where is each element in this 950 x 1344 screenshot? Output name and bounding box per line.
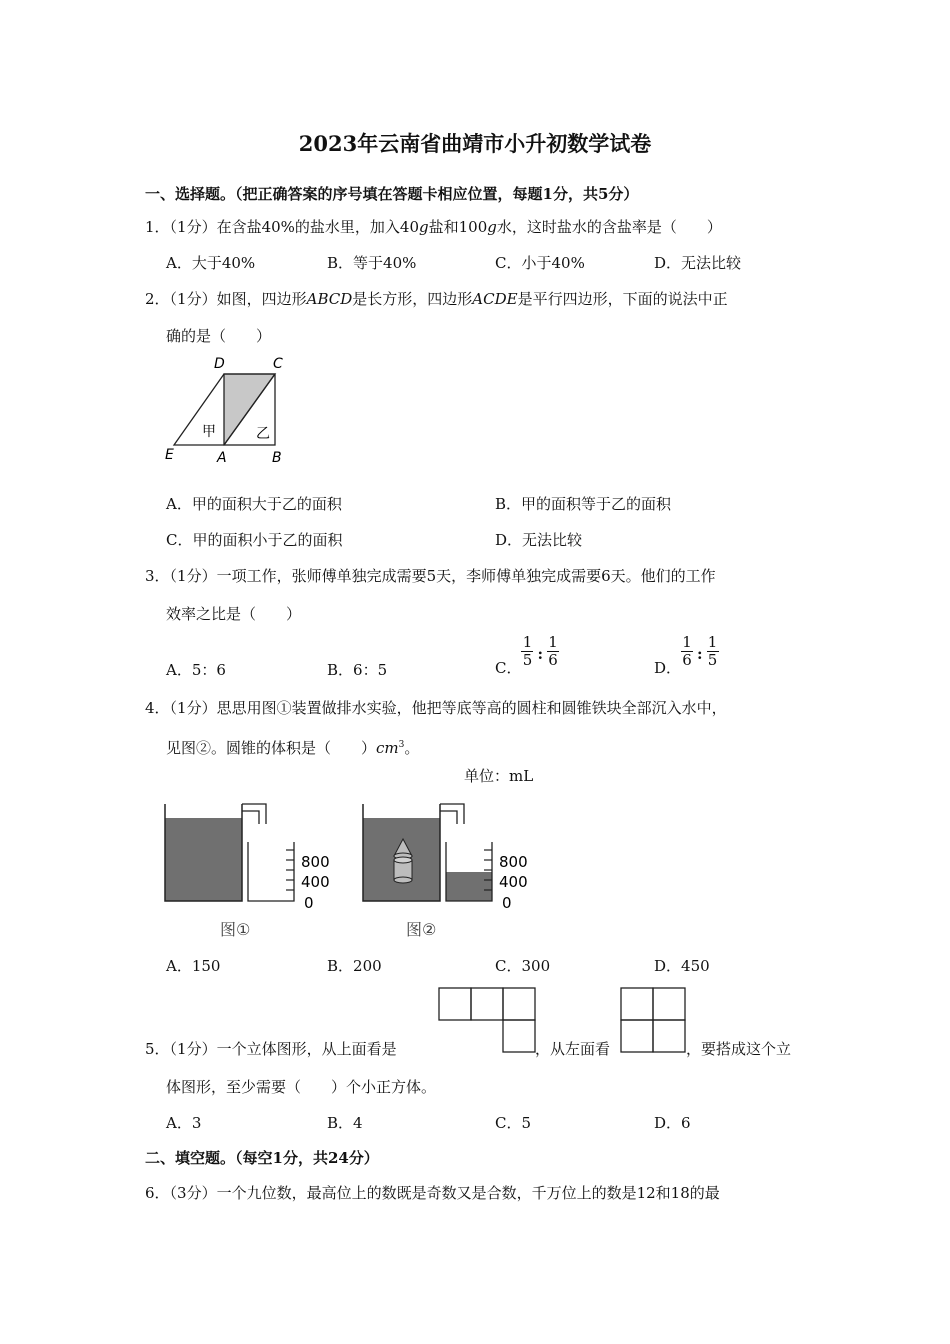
option-b: B．200 <box>327 957 382 975</box>
question-5-stem-c: ，要搭成这个立 <box>686 1040 792 1058</box>
stem-text: 见图②。圆锥的体积是（ ） <box>166 739 377 757</box>
page-title: 2023年云南省曲靖市小升初数学试卷 <box>298 131 652 156</box>
option-label: D． <box>654 659 682 677</box>
section-heading-choice: 一、选择题。（把正确答案的序号填在答题卡相应位置，每题1分，共5分） <box>145 185 639 203</box>
question-score: （3分） <box>169 1184 217 1202</box>
stem-text: 是长方形，四边形 <box>352 290 473 308</box>
water-fill <box>165 818 242 901</box>
fraction <box>521 634 533 669</box>
numerator: 1 <box>682 633 692 651</box>
stem-text: 一个九位数，最高位上的数既是奇数又是合数，千万位上的数是12和18的最 <box>216 1184 720 1202</box>
question-score: （1分） <box>169 218 217 236</box>
scale-400: 400 <box>301 873 330 891</box>
question-3-stem-line2: 效率之比是（ ） <box>166 605 302 623</box>
label-jia: 甲 <box>202 424 216 440</box>
shape-name: ACDE <box>472 290 518 308</box>
scale-0: 0 <box>502 894 512 912</box>
caption-fig2: 图② <box>406 920 437 939</box>
numerator: 1 <box>548 633 558 651</box>
top-view-grid <box>438 987 538 1055</box>
unit-cm: cm <box>376 739 399 757</box>
parallelogram-figure <box>160 352 300 467</box>
shape-name: ABCD <box>306 290 353 308</box>
question-5-stem-a <box>145 1039 397 1059</box>
option-c <box>495 634 559 678</box>
option-d <box>654 634 719 678</box>
ratio-colon: : <box>537 645 544 663</box>
question-6-stem <box>145 1183 720 1203</box>
fraction <box>681 634 693 669</box>
question-5-stem-line2: 体图形，至少需要（ ）个小正方体。 <box>166 1078 437 1096</box>
denominator: 6 <box>682 651 692 669</box>
question-1-stem <box>145 217 722 237</box>
outlet-pipe-bottom <box>242 811 259 824</box>
numerator: 1 <box>522 633 533 651</box>
option-a: A．大于40% <box>166 254 256 272</box>
figure-unit-label: 单位：mL <box>464 767 534 785</box>
fraction <box>707 634 719 669</box>
label-d: D <box>214 356 225 372</box>
stem-text: 一项工作，张师傅单独完成需要5天，李师傅单独完成需要6天。他们的工作 <box>216 567 716 585</box>
label-a: A <box>217 450 227 466</box>
question-number: 6． <box>145 1184 170 1202</box>
container-1 <box>165 804 330 939</box>
option-d: D．无法比较 <box>654 254 742 272</box>
option-c: C．小于40% <box>495 254 585 272</box>
numerator: 1 <box>707 633 718 651</box>
option-c: C．5 <box>495 1114 532 1132</box>
denominator: 6 <box>548 651 558 669</box>
stem-text: 。 <box>404 739 420 757</box>
water-experiment-figure <box>160 800 550 945</box>
label-yi: 乙 <box>256 426 270 442</box>
question-number: 2． <box>145 290 170 308</box>
stem-text: 如图，四边形 <box>216 290 307 308</box>
caption-fig1: 图① <box>220 920 251 939</box>
option-label: C． <box>495 659 522 677</box>
scale-400: 400 <box>499 873 528 891</box>
stem-text: 思思用图①装置做排水实验，他把等底等高的圆柱和圆锥铁块全部沉入水中， <box>216 699 727 717</box>
unit-g: g <box>419 218 429 236</box>
question-4-stem <box>145 698 727 718</box>
question-score: （1分） <box>169 290 217 308</box>
section-heading-fill: 二、填空题。（每空1分，共24分） <box>145 1149 379 1167</box>
denominator: 5 <box>522 651 533 669</box>
question-4-stem-line2 <box>166 735 419 758</box>
stem-text: 水，这时盐水的含盐率是（ ） <box>496 218 722 236</box>
label-b: B <box>272 450 282 466</box>
question-2-stem-line2: 确的是（ ） <box>166 327 272 345</box>
scale-800: 800 <box>499 853 528 871</box>
label-e: E <box>165 447 174 463</box>
option-b: B．等于40% <box>327 254 417 272</box>
denominator: 5 <box>707 651 718 669</box>
option-a: A．甲的面积大于乙的面积 <box>166 495 342 513</box>
unit-exponent: 3 <box>398 740 405 750</box>
option-d: D．6 <box>654 1114 691 1132</box>
scale-800: 800 <box>301 853 330 871</box>
option-d: D．450 <box>654 957 710 975</box>
left-view-grid <box>620 987 690 1055</box>
question-number: 3． <box>145 567 170 585</box>
question-score: （1分） <box>169 1040 217 1058</box>
stem-text: 一个立体图形，从上面看是 <box>216 1040 397 1058</box>
container-2 <box>363 804 528 939</box>
ratio-colon: : <box>697 645 703 663</box>
question-number: 1． <box>145 218 170 236</box>
displaced-water <box>446 872 492 901</box>
label-c: C <box>273 356 283 372</box>
question-2-stem <box>145 289 728 309</box>
option-b: B．6：5 <box>327 661 388 679</box>
option-a: A．150 <box>166 957 221 975</box>
measuring-cup <box>248 842 294 901</box>
fraction <box>547 634 559 669</box>
question-score: （1分） <box>169 699 217 717</box>
question-number: 4． <box>145 699 170 717</box>
option-b: B．甲的面积等于乙的面积 <box>495 495 672 513</box>
question-score: （1分） <box>169 567 217 585</box>
question-5-stem-b: ，从左面看 <box>535 1040 611 1058</box>
stem-text: 在含盐40%的盐水里，加入40 <box>216 218 420 236</box>
unit-g: g <box>487 218 497 236</box>
outlet-pipe-top <box>242 804 266 824</box>
option-b: B．4 <box>327 1114 363 1132</box>
option-c: C．300 <box>495 957 551 975</box>
option-d: D．无法比较 <box>495 531 583 549</box>
question-number: 5． <box>145 1040 170 1058</box>
question-3-stem <box>145 566 716 586</box>
stem-text: 是平行四边形，下面的说法中正 <box>517 290 728 308</box>
scale-0: 0 <box>304 894 314 912</box>
option-a: A．3 <box>166 1114 202 1132</box>
option-c: C．甲的面积小于乙的面积 <box>166 531 343 549</box>
option-a: A．5：6 <box>166 661 226 679</box>
stem-text: 盐和100 <box>428 218 488 236</box>
